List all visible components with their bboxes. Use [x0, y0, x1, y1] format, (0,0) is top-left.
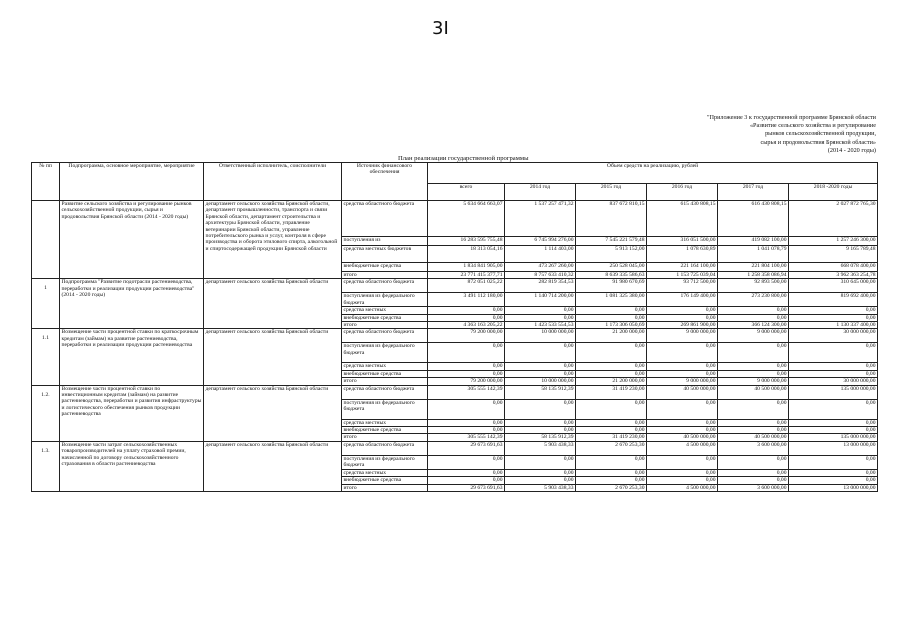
amount-cell: 0,00 [718, 477, 789, 484]
amount-cell: 0,00 [647, 314, 718, 321]
funding-source: итого [342, 322, 428, 329]
funding-source: внебюджетные средства [342, 427, 428, 434]
subprogram-title: Подпрограмма "Развитие подотрасли растениеводства, переработки и реализации продукции растениеводства" (2014 - 2020 годы) [60, 279, 204, 329]
subprogram-title: Возмещение части процентной ставки по инвестиционным кредитам (займам) на развитие растениеводства, переработки и развития инфраструктуры и логистического обеспечения рынков продукции растениеводства [60, 385, 204, 441]
amount-cell: 366 124 300,00 [718, 322, 789, 329]
amount-cell: 616 430 808,15 [718, 201, 789, 237]
amount-cell: 79 200 000,00 [428, 378, 505, 385]
amount-cell: 0,00 [718, 455, 789, 469]
table-row [32, 279, 878, 293]
amount-cell: 1 130 337 400,00 [789, 322, 878, 329]
amount-cell: 0,00 [576, 363, 647, 370]
amount-cell: 135 000 000,00 [789, 385, 878, 399]
amount-cell: 1 114 403,00 [505, 246, 576, 263]
header-subprogram: Подпрограмма, основное мероприятие, мероприятие [60, 163, 204, 201]
amount-cell: 18 313 054,16 [428, 246, 505, 263]
amount-cell: 250 528 045,00 [576, 263, 647, 272]
funding-source: итого [342, 484, 428, 491]
funding-source: поступления из федерального бюджета [342, 455, 428, 469]
amount-cell: 2 027 872 765,30 [789, 201, 878, 237]
table-row [32, 441, 878, 455]
amount-cell: 0,00 [647, 343, 718, 363]
amount-cell: 23 771 415 377,71 [428, 272, 505, 279]
header-year-2015: 2015 год [576, 184, 647, 201]
amount-cell: 305 555 142,39 [428, 385, 505, 399]
amount-cell: 8 639 335 586,63 [576, 272, 647, 279]
amount-cell: 1 423 533 554,53 [505, 322, 576, 329]
header-year-2017: 2017 год [718, 184, 789, 201]
amount-cell: 0,00 [718, 469, 789, 476]
amount-cell: 0,00 [428, 307, 505, 314]
amount-cell: 0,00 [428, 469, 505, 476]
row-number: 1.1 [32, 329, 60, 385]
amount-cell: 273 230 800,00 [718, 293, 789, 307]
funding-source: средства областного бюджета [342, 329, 428, 343]
header-executor: Ответственный исполнитель, соисполнители [204, 163, 342, 201]
executor-cell: департамент сельского хозяйства Брянской области [204, 385, 342, 441]
amount-cell: 0,00 [505, 455, 576, 469]
funding-source: средства областного бюджета [342, 385, 428, 399]
amount-cell: 5 913 152,00 [576, 246, 647, 263]
amount-cell: 40 500 000,00 [647, 385, 718, 399]
header-no: № пп [32, 163, 60, 201]
amount-cell: 0,00 [505, 363, 576, 370]
amount-cell: 0,00 [576, 419, 647, 426]
amount-cell: 0,00 [789, 477, 878, 484]
amount-cell: 5 903 438,33 [505, 441, 576, 455]
amount-cell: 615 430 808,15 [647, 201, 718, 237]
amount-cell: 0,00 [505, 419, 576, 426]
amount-cell: 2 670 253,30 [576, 441, 647, 455]
amount-cell: 13 000 000,00 [789, 484, 878, 491]
amount-cell: 305 555 142,39 [428, 434, 505, 441]
amount-cell: 176 149 400,00 [647, 293, 718, 307]
funding-source: средства местных [342, 363, 428, 370]
amount-cell: 13 000 000,00 [789, 441, 878, 455]
amount-cell: 0,00 [718, 314, 789, 321]
executor-cell: департамент сельского хозяйства Брянской области [204, 279, 342, 329]
header-year-total: всего [428, 184, 505, 201]
amount-cell: 30 000 000,00 [789, 329, 878, 343]
amount-cell: 819 692 400,00 [789, 293, 878, 307]
appendix-line: «Развитие сельского хозяйства и регулирование [749, 122, 876, 130]
amount-cell: 3 600 000,00 [718, 484, 789, 491]
funding-source: итого [342, 272, 428, 279]
funding-source: средства местных [342, 469, 428, 476]
amount-cell: 837 672 810,15 [576, 201, 647, 237]
header-volume: Объем средств на реализацию, рублей [428, 163, 878, 184]
amount-cell: 3 962 363 254,78 [789, 272, 878, 279]
amount-cell: 31 419 230,00 [576, 434, 647, 441]
amount-cell: 79 200 000,00 [428, 329, 505, 343]
table-row [32, 329, 878, 343]
funding-source: внебюджетные средства [342, 263, 428, 272]
amount-cell: 0,00 [647, 419, 718, 426]
funding-source: внебюджетные средства [342, 314, 428, 321]
row-number: 1.3. [32, 441, 60, 491]
amount-cell: 316 051 500,00 [647, 237, 718, 246]
funding-source: средства местных [342, 419, 428, 426]
amount-cell: 0,00 [789, 419, 878, 426]
appendix-note [616, 114, 876, 155]
amount-cell: 93 712 500,00 [647, 279, 718, 293]
amount-cell: 419 082 100,00 [718, 237, 789, 246]
amount-cell: 310 645 000,00 [789, 279, 878, 293]
header-year-2014: 2014 год [505, 184, 576, 201]
amount-cell: 0,00 [647, 363, 718, 370]
funding-source: средства местных бюджетов [342, 246, 428, 263]
plan-title: План реализации государственной программы [398, 155, 529, 162]
amount-cell: 0,00 [505, 307, 576, 314]
appendix-line: (2014 - 2020 годы) [827, 146, 876, 154]
amount-cell: 0,00 [789, 307, 878, 314]
header-year-2018-2020: 2018 -2020 годы [789, 184, 878, 201]
amount-cell: 6 745 994 276,00 [505, 237, 576, 246]
amount-cell: 0,00 [718, 370, 789, 377]
amount-cell: 29 673 691,63 [428, 484, 505, 491]
amount-cell: 0,00 [718, 419, 789, 426]
amount-cell: 0,00 [647, 307, 718, 314]
amount-cell: 221 804 100,00 [718, 263, 789, 272]
amount-cell: 0,00 [576, 399, 647, 419]
subprogram-title: Возмещение части процентной ставки по краткосрочным кредитам (займам) на развитие растениеводства, переработки и реализации продукции растениеводства [60, 329, 204, 385]
amount-cell: 0,00 [505, 343, 576, 363]
amount-cell: 0,00 [647, 399, 718, 419]
amount-cell: 40 500 000,00 [647, 434, 718, 441]
amount-cell: 1 140 714 200,00 [505, 293, 576, 307]
amount-cell: 0,00 [718, 399, 789, 419]
amount-cell: 0,00 [576, 343, 647, 363]
amount-cell: 0,00 [789, 455, 878, 469]
amount-cell: 4 500 000,00 [647, 441, 718, 455]
amount-cell: 0,00 [576, 469, 647, 476]
amount-cell: 0,00 [576, 314, 647, 321]
plan-table [31, 162, 878, 492]
executor-cell: департамент сельского хозяйства Брянской области [204, 441, 342, 491]
amount-cell: 0,00 [789, 469, 878, 476]
amount-cell: 9 000 000,00 [718, 378, 789, 385]
amount-cell: 40 500 000,00 [718, 434, 789, 441]
amount-cell: 0,00 [428, 399, 505, 419]
row-number [32, 201, 60, 279]
row-number: 1.2. [32, 385, 60, 441]
amount-cell: 473 267 260,00 [505, 263, 576, 272]
amount-cell: 0,00 [428, 419, 505, 426]
amount-cell: 1 257 246 300,00 [789, 237, 878, 246]
amount-cell: 0,00 [576, 427, 647, 434]
amount-cell: 10 000 000,00 [505, 329, 576, 343]
amount-cell: 1 078 630,89 [647, 246, 718, 263]
amount-cell: 21 200 000,00 [576, 378, 647, 385]
funding-source: поступления из федерального бюджета [342, 399, 428, 419]
amount-cell: 0,00 [647, 477, 718, 484]
table-row [32, 385, 878, 399]
amount-cell: 1 081 325 380,00 [576, 293, 647, 307]
appendix-line: рынков сельскохозяйственной продукции, [765, 130, 876, 138]
amount-cell: 9 000 000,00 [647, 329, 718, 343]
amount-cell: 0,00 [428, 343, 505, 363]
amount-cell: 58 135 912,39 [505, 385, 576, 399]
amount-cell: 31 419 230,00 [576, 385, 647, 399]
amount-cell: 0,00 [718, 343, 789, 363]
amount-cell: 0,00 [505, 477, 576, 484]
amount-cell: 0,00 [789, 363, 878, 370]
amount-cell: 4 363 163 205,22 [428, 322, 505, 329]
amount-cell: 0,00 [718, 363, 789, 370]
amount-cell: 269 861 900,00 [647, 322, 718, 329]
page-number: 3I [432, 18, 449, 39]
amount-cell: 58 135 912,39 [505, 434, 576, 441]
amount-cell: 0,00 [647, 455, 718, 469]
amount-cell: 30 000 000,00 [789, 378, 878, 385]
amount-cell: 0,00 [789, 343, 878, 363]
amount-cell: 1 834 841 905,00 [428, 263, 505, 272]
amount-cell: 0,00 [789, 370, 878, 377]
amount-cell: 1 041 078,79 [718, 246, 789, 263]
amount-cell: 0,00 [505, 399, 576, 419]
funding-source: внебюджетные средства [342, 477, 428, 484]
amount-cell: 668 078 400,00 [789, 263, 878, 272]
amount-cell: 9 000 000,00 [718, 329, 789, 343]
funding-source: итого [342, 434, 428, 441]
amount-cell: 0,00 [647, 469, 718, 476]
funding-source: средства областного бюджета [342, 279, 428, 293]
funding-source: итого [342, 378, 428, 385]
amount-cell: 0,00 [505, 314, 576, 321]
amount-cell: 92 893 500,00 [718, 279, 789, 293]
amount-cell: 0,00 [428, 455, 505, 469]
amount-cell: 9 165 789,48 [789, 246, 878, 263]
amount-cell: 0,00 [647, 370, 718, 377]
amount-cell: 40 500 000,00 [718, 385, 789, 399]
funding-source: средства местных [342, 307, 428, 314]
amount-cell: 2 670 253,30 [576, 484, 647, 491]
amount-cell: 0,00 [789, 314, 878, 321]
funding-source: поступления из федерального бюджета [342, 343, 428, 363]
appendix-line: "Приложение 3 к государственной программе Брянской области [707, 114, 876, 121]
subprogram-title: Возмещение части затрат сельскохозяйственных товаропроизводителей на уплату страховой премии, начисленной по договору сельскохозяйственного страхования в области растениеводства [60, 441, 204, 491]
plan-table-body [32, 201, 878, 492]
funding-source: средства областного бюджета [342, 201, 428, 237]
amount-cell: 0,00 [428, 370, 505, 377]
row-number: 1 [32, 279, 60, 329]
amount-cell: 282 819 354,53 [505, 279, 576, 293]
amount-cell: 29 673 691,63 [428, 441, 505, 455]
amount-cell: 1 258 358 086,94 [718, 272, 789, 279]
amount-cell: 0,00 [505, 370, 576, 377]
amount-cell: 9 000 000,00 [647, 378, 718, 385]
funding-source: поступления из федерального бюджета [342, 293, 428, 307]
amount-cell: 0,00 [789, 399, 878, 419]
amount-cell: 0,00 [428, 477, 505, 484]
executor-cell: департамент сельского хозяйства Брянской области, департамент промышленности, транспорта и связи Брянской области, департамент строительства и архитектуры Брянской области, управление ветеринарии Брянской области, управление потребительского рынка и услуг, контроля в сфере производства и оборота этилового спирта, алкогольной и спиртосодержащей продукции Брянской области [204, 201, 342, 279]
amount-cell: 0,00 [576, 307, 647, 314]
table-row [32, 201, 878, 237]
amount-cell: 0,00 [576, 455, 647, 469]
amount-cell: 0,00 [718, 307, 789, 314]
amount-cell: 0,00 [428, 427, 505, 434]
amount-cell: 8 757 633 410,32 [505, 272, 576, 279]
amount-cell: 221 164 100,00 [647, 263, 718, 272]
amount-cell: 135 000 000,00 [789, 434, 878, 441]
amount-cell: 1 173 306 050,69 [576, 322, 647, 329]
header-year-2016: 2016 год [647, 184, 718, 201]
amount-cell: 0,00 [576, 477, 647, 484]
executor-cell: департамент сельского хозяйства Брянской области [204, 329, 342, 385]
amount-cell: 0,00 [505, 427, 576, 434]
funding-source: средства областного бюджета [342, 441, 428, 455]
amount-cell: 0,00 [505, 469, 576, 476]
amount-cell: 0,00 [428, 314, 505, 321]
amount-cell: 5 634 664 663,07 [428, 201, 505, 237]
subprogram-title: Развитие сельского хозяйства и регулирование рынков сельскохозяйственной продукции, сырья и продовольствия Брянской области (2014 - 2020 годы) [60, 201, 204, 279]
amount-cell: 0,00 [789, 427, 878, 434]
amount-cell: 91 980 670,69 [576, 279, 647, 293]
amount-cell: 872 051 025,22 [428, 279, 505, 293]
header-source: Источник финансового обеспечения [342, 163, 428, 201]
funding-source: поступления из [342, 237, 428, 246]
amount-cell: 3 491 112 180,00 [428, 293, 505, 307]
amount-cell: 5 903 438,33 [505, 484, 576, 491]
amount-cell: 7 545 221 579,48 [576, 237, 647, 246]
amount-cell: 3 600 000,00 [718, 441, 789, 455]
amount-cell: 21 200 000,00 [576, 329, 647, 343]
amount-cell: 1 153 725 039,04 [647, 272, 718, 279]
amount-cell: 16 283 595 755,48 [428, 237, 505, 246]
amount-cell: 0,00 [718, 427, 789, 434]
funding-source: внебюджетные средства [342, 370, 428, 377]
amount-cell: 0,00 [576, 370, 647, 377]
amount-cell: 10 000 000,00 [505, 378, 576, 385]
amount-cell: 0,00 [647, 427, 718, 434]
amount-cell: 1 537 257 471,32 [505, 201, 576, 237]
amount-cell: 0,00 [428, 363, 505, 370]
amount-cell: 4 500 000,00 [647, 484, 718, 491]
appendix-line: сырья и продовольствия Брянской области» [760, 138, 876, 146]
